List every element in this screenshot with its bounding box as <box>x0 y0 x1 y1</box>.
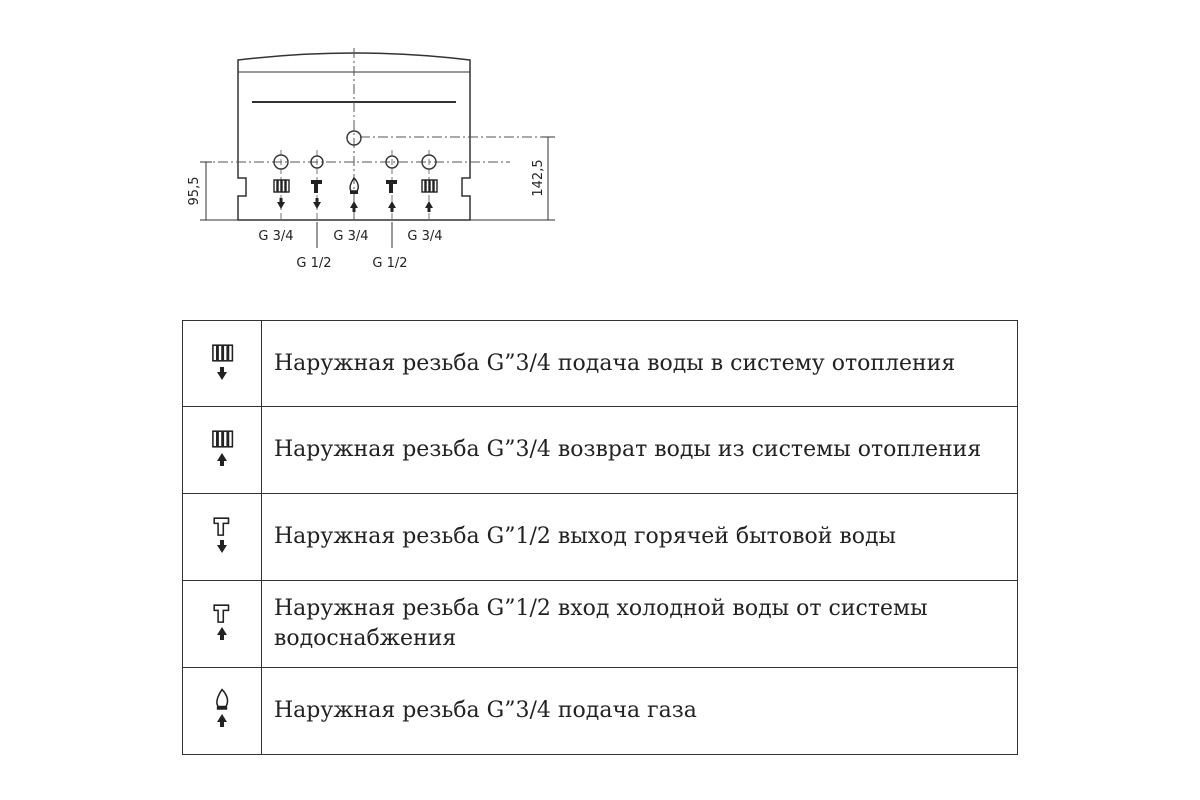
tap-icon <box>311 180 322 193</box>
legend-row <box>183 668 1018 755</box>
legend-text: Наружная резьба G”3/4 возврат воды из системы отопления <box>262 407 1018 494</box>
arrow-up-icon <box>388 201 396 212</box>
thread-label-heating-return: G 3/4 <box>407 229 443 244</box>
legend-icon-cell <box>183 494 262 581</box>
dimension-right-label: 142,5 <box>531 159 546 197</box>
legend-row <box>183 407 1018 494</box>
flame-icon <box>217 690 228 710</box>
dimension-left-label: 95,5 <box>187 176 202 206</box>
arrow-up-icon <box>217 627 227 640</box>
legend-icon-cell <box>183 668 262 755</box>
arrow-down-icon <box>217 540 227 553</box>
arrow-down-icon <box>313 198 321 209</box>
tap-icon <box>214 605 228 622</box>
arrow-up-icon <box>350 201 358 212</box>
radiator-icon <box>213 431 233 447</box>
connection-legend-table <box>182 320 1018 755</box>
arrow-down-icon <box>277 198 285 209</box>
arrow-down-icon <box>217 367 227 380</box>
radiator-icon <box>274 180 289 192</box>
legend-icon-cell <box>183 321 262 407</box>
tap-icon <box>214 518 228 535</box>
radiator-icon <box>422 180 437 192</box>
boiler-connection-diagram <box>0 0 1200 290</box>
legend-text: Наружная резьба G”1/2 выход горячей бытовой воды <box>262 494 1018 581</box>
legend-text: Наружная резьба G”1/2 вход холодной воды от системы водоснабжения <box>262 581 1018 668</box>
legend-row <box>183 494 1018 581</box>
legend-row <box>183 321 1018 407</box>
thread-label-cold-water: G 1/2 <box>372 256 408 271</box>
thread-label-gas: G 3/4 <box>333 229 369 244</box>
arrow-up-icon <box>425 201 433 212</box>
thread-label-hot-water: G 1/2 <box>296 256 332 271</box>
thread-label-heating-flow: G 3/4 <box>258 229 294 244</box>
legend-text: Наружная резьба G”3/4 подача газа <box>262 668 1018 755</box>
legend-text: Наружная резьба G”3/4 подача воды в систему отопления <box>262 321 1018 407</box>
radiator-icon <box>213 345 233 361</box>
legend-icon-cell <box>183 407 262 494</box>
tap-icon <box>386 180 397 193</box>
arrow-up-icon <box>217 714 227 727</box>
legend-row <box>183 581 1018 668</box>
legend-icon-cell <box>183 581 262 668</box>
arrow-up-icon <box>217 453 227 466</box>
